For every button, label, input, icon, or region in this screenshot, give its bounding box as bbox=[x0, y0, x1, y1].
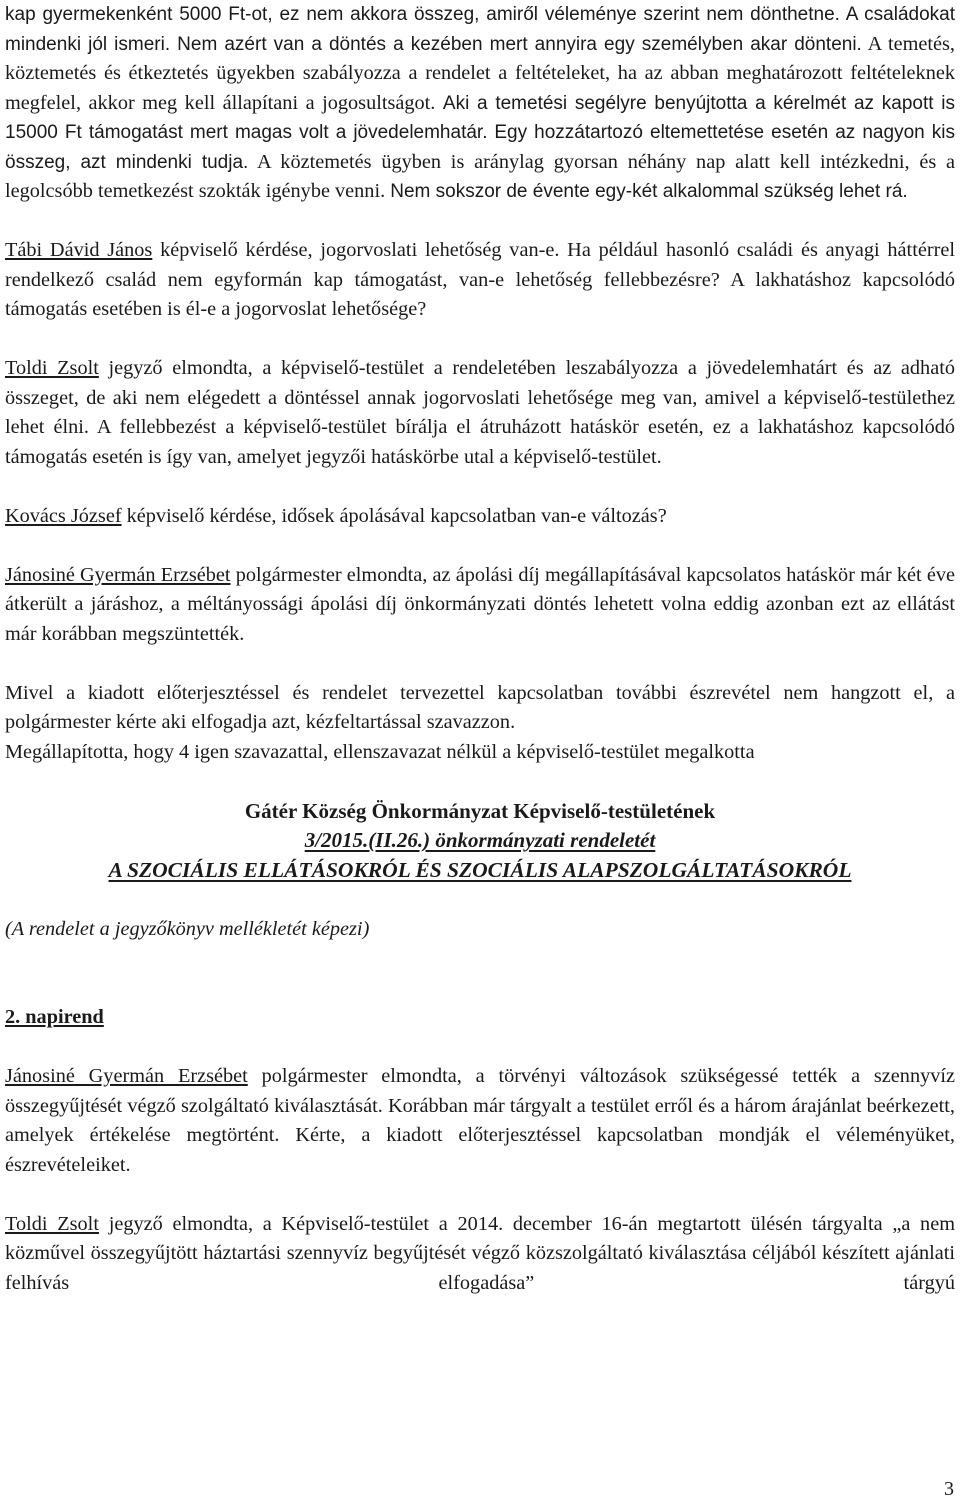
text-sans-f: Nem sokszor de évente egy-két alkalommal szükség lehet rá. bbox=[390, 181, 908, 202]
text-b: A fellebbezést a képviselő-testület bírálja el átruházott hatáskör esetén, ez a lakhatáshoz kapcsolódó támogatás esetén is így van, amelyet jegyzői hatáskörbe utal a képviselő-testület. bbox=[5, 416, 956, 468]
text-a: jegyző elmondta, a Képviselő-testület a 2014. december 16-án megtartott ülésén tárgyalta „a nem közművel összegyűjtött háztartási szennyvíz begyűjtését végző közszolgáltató kiválasztása céljából készített ajánlati felhívás elfogadása” tárgyú bbox=[5, 1212, 955, 1294]
paragraph-toldi-wastewater bbox=[5, 1210, 955, 1299]
text-b: Korábban már tárgyalt a testület erről és a három árajánlat beérkezett, amelyek értékelése megtörtént. bbox=[5, 1094, 955, 1146]
text-c: Kérte, a kiadott előterjesztéssel kapcsolatban mondják el véleményüket, észrevételeiket. bbox=[5, 1124, 955, 1176]
document-page bbox=[5, 0, 955, 1298]
text-sans-d: Egy hozzátartozó eltemettetése esetén az nagyon kis összeg, azt mindenki tudja. bbox=[5, 122, 955, 173]
paragraph-mayor-wastewater bbox=[5, 1062, 955, 1180]
text-serif-b: A temetés, köztemetés és étkeztetés ügyekben szabályozza a rendelet a feltételeket, ha az abban meghatározott feltételeknek megfelel, akkor meg kell állapítani a jogosultságot. bbox=[5, 32, 955, 114]
text-sans-a: kap gyermekenként 5000 Ft-ot, ez nem akkora összeg, amiről véleménye szerint nem dönthetne. A családokat mindenki jól ismeri. Nem azért van a döntés a kezében mert annyira egy személyben akar dönteni. bbox=[5, 4, 955, 55]
text-a: Mivel a kiadott előterjesztéssel és rendelet tervezettel kapcsolatban további észrevétel nem hangzott el, a polgármester kérte aki elfogadja azt, kézfeltartással szavazzon. bbox=[5, 681, 955, 733]
page-number: 3 bbox=[944, 1478, 954, 1500]
text-b: Megállapította, hogy 4 igen szavazattal, ellenszavazat nélkül a képviselő-testület megalkotta bbox=[5, 740, 755, 763]
text-a: polgármester elmondta, az ápolási díj megállapításával kapcsolatos hatáskör már két éve átkerült a járáshoz, a méltányossági ápolási díj önkormányzati döntés lehetett volna eddig azonban ezt az ellátást már korábban megszüntették. bbox=[5, 563, 955, 645]
paragraph-tabi-question bbox=[5, 236, 955, 325]
speaker-name: Toldi Zsolt bbox=[5, 1212, 99, 1235]
paragraph-toldi-answer bbox=[5, 354, 955, 472]
decree-note: (A rendelet a jegyzőkönyv mellékletét képezi) bbox=[5, 917, 370, 940]
speaker-name: Toldi Zsolt bbox=[5, 357, 99, 379]
decree-title-line3: A SZOCIÁLIS ELLÁTÁSOKRÓL ÉS SZOCIÁLIS ALAPSZOLGÁLTATÁSOKRÓL bbox=[108, 857, 852, 882]
paragraph-kovacs-question bbox=[5, 502, 955, 532]
text-a: képviselő kérdése, idősek ápolásával kapcsolatban van-e változás? bbox=[121, 504, 667, 527]
speaker-name: Jánosiné Gyermán Erzsébet bbox=[5, 563, 231, 586]
text-a: polgármester elmondta, a törvényi változások szükségessé tették a szennyvíz összegyűjtését végző szolgáltató kiválasztását. bbox=[5, 1065, 956, 1117]
paragraph-temetes bbox=[5, 0, 955, 207]
paragraph-vote-result bbox=[5, 738, 955, 768]
decree-title-line2: 3/2015.(II.26.) önkormányzati rendeletét bbox=[304, 828, 656, 852]
agenda-heading: 2. napirend bbox=[5, 1006, 104, 1028]
decree-title bbox=[5, 797, 955, 886]
text-b: Ha például hasonló családi és anyagi háttérrel rendelkező család nem egyformán kap támogatást, van-e lehetőség fellebbezésre? A lakhatáshoz kapcsolódó támogatás esetében is él-e a jogorvoslat lehetősége? bbox=[5, 239, 955, 320]
paragraph-mayor-answer bbox=[5, 561, 955, 650]
speaker-name: Jánosiné Gyermán Erzsébet bbox=[5, 1065, 248, 1087]
text-a: képviselő kérdése, jogorvoslati lehetőség van-e. bbox=[152, 239, 560, 261]
text-sans-c: Aki a temetési segélyre benyújtotta a kérelmét az kapott is 15000 Ft támogatást mert magas volt a jövedelemhatár. bbox=[5, 92, 955, 143]
text-serif-e: A köztemetés ügyben is aránylag gyorsan néhány nap alatt kell intézkedni, és a legolcsóbb temetkezést szokták igénybe venni. bbox=[5, 150, 956, 202]
text-a: jegyző elmondta, a képviselő-testület a rendeletében leszabályozza a jövedelemhatárt és az adható összeget, de aki nem elégedett a döntéssel annak jogorvoslati lehetősége meg van, amivel a képviselő-testülethez lehet élni. bbox=[5, 357, 955, 438]
speaker-name: Tábi Dávid János bbox=[5, 239, 153, 261]
paragraph-vote bbox=[5, 679, 955, 738]
speaker-name: Kovács József bbox=[5, 504, 122, 527]
decree-title-line1: Gátér Község Önkormányzat Képviselő-testületének bbox=[244, 798, 716, 823]
